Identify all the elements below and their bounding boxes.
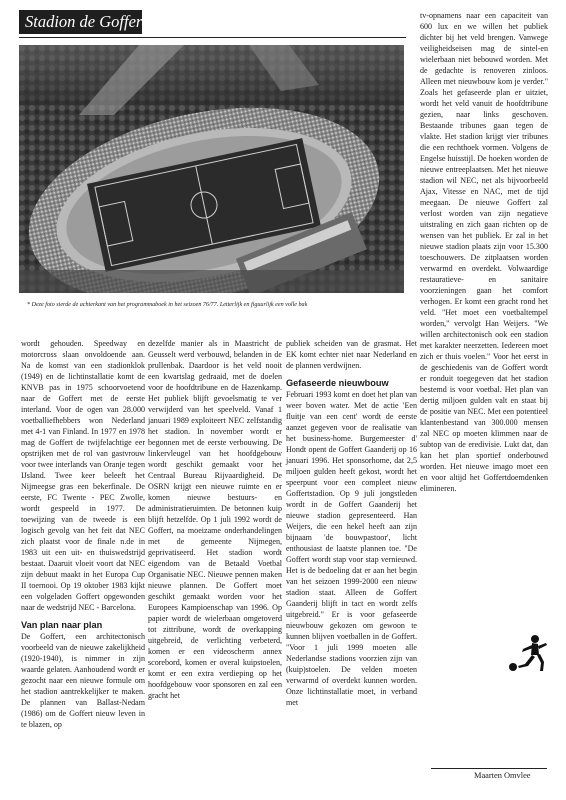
paragraph: publiek scheiden van de grasmat. Het EK komt echter niet naar Nederland en de plannen verdwijnen. (286, 339, 417, 370)
author-rule (431, 768, 547, 769)
paragraph: Februari 1993 komt en doet het plan van weer boven water. Met de actie 'Een fluitje van een cent' wordt de eerste aanzet gegeven voor de realisatie van het business-home. Burgemeester d' Hondt opent de Goffert Gaanderij op 16 januari 1996. Het sponsorhome, dat 2,5 miljoen gulden heeft gekost, wordt het speerpunt voor een compleet nieuw Goffertstadion. Op 9 juli jongstleden wordt in de Goffert Gaanderij het nieuwe stadion gepresenteerd. Han Weijers, die een hekel heeft aan zijn bijnaam 'de bouwpastoor', licht enthousiast de laatste plannen toe. "De Goffert wordt stap voor stap vernieuwd. Het is de bedoeling dat er aan het begin van het seizoen 1999-2000 een nieuw stadion staat. Alleen de Goffert Gaanderij blijft in tact en wordt zelfs uitgebreid." Er is voor gefaseerde nieuwbouw gekozen om gewoon te kunnen blijven voetballen in de Goffert. "Voor 1 juli 1999 moeten alle Nederlandse stadions voorzien zijn van (kuip)stoelen. De velden moeten verwarmd of overdekt kunnen worden. Onze lichtinstallatie moet, in verband met (286, 390, 417, 707)
text-column-2 (148, 338, 282, 701)
section-title: Stadion de Goffert (25, 12, 147, 31)
title-rule (19, 37, 406, 38)
subheading-van-plan-naar-plan: Van plan naar plan (21, 620, 103, 630)
text-column-3 (286, 338, 417, 708)
text-column-4 (420, 10, 548, 494)
paragraph: De Goffert, een architectonisch voorbeeld van de nieuwe zakelijkheid (1920-1940), is nimmer in zijn waarde gelaten. Aanhoudend wordt er gezocht naar een nieuwe formule om het stadion aantrekkelijker te maken. De plannen van Ballast-Nedam (1986) om de Goffert nieuw leven in te blazen, op (21, 632, 145, 729)
paragraph: tv-opnamens naar een capaciteit van 600 lux en we willen het publiek dichter bij het veld brengen. Vanwege veiligheidseisen mag de sintel-en wielerbaan niet bebouwd worden. Met de gedachte is renoveren zinloos. Alleen met nieuwbouw kom je verder." Zoals het gefaseerde plan er uitziet, wordt het veld vanuit de hoofdtribune gezien, naar links geschoven. Bestaande tribunes gaan tegen de vlakte. Het stadion krijgt vier tribunes die een rechthoek vormen. Volgens de Engelse huisstijl. De hoeken worden de nieuwe entreeplaatsen. Met het nieuwe stadion wil NEC, net als bijvoorbeeld Ajax, Vitesse en NAC, met de tijd meegaan. De nieuwe Goffert zal verlost worden van zijn negatieve uitstraling en zich gaan richten op de wensen van het publiek. Er zal in het nieuwe stadion plaats zijn voor 15.300 toeschouwers. De zitplaatsen worden verwarmd en overdekt. Volwaardige restauratieve- en sanitaire voorzieningen gaan het comfort verhogen. Er komt een gracht rond het veld. "Het moet een voetbaltempel worden," vervolgt Han Weijers. "We willen architectonisch ook een stadion met karakter neerzetten. Iedereen moet zich er thuis voelen." Voor het eerst in de geschiedenis van de Goffert wordt er ronduit toegegeven dat het stadion bestemd is voor voetbal. Het plan van dertig miljoen gulden valt en staat bij de positie van NEC. Met een potentieel klantenbestand van 300.000 mensen zal NEC op moeten klimmen naar de subtop van de eredivisie. Lukt dat, dan kan het plan sportief onderbouwd worden. Het nieuwe imago moet een en voor altijd het Goffertdoemdenken elimineren. (420, 11, 548, 493)
football-player-icon (505, 633, 553, 673)
author-name: Maarten Omvlee (474, 771, 531, 780)
stadium-illustration (19, 45, 404, 293)
text-column-1 (21, 338, 145, 730)
subheading-gefaseerde-nieuwbouw: Gefaseerde nieuwbouw (286, 378, 389, 388)
section-title-bar (19, 10, 147, 34)
paragraph: dezelfde manier als in Maastricht de Geusselt werd verbouwd, belanden in de prullenbak. Daardoor is het veld nooit een kwartslag gedraaid, met de doelen voor de hoofdtribune en de Hazenkamp. Het publiek blijft gevoelsmatig te ver verwijderd van het speelveld. Vanaf 1 januari 1989 exploiteert NEC zelfstandig het stadion. In november wordt er begonnen met de eerste verbouwing. De linkervleugel van het hoofdgebouw wordt geschikt gemaakt voor het Centraal Bureau Rijvaardigheid. De OSRN krijgt een nieuwe ruimte en er komen nieuwe bestuurs- en administratieruimten. De betonnen kuip blijft hetzelfde. Op 1 juli 1992 wordt de Goffert, na moeizame onderhandelingen met de gemeente Nijmegen, geprivatiseerd. Het stadion wordt eigendom van de Betaald Voetbal Organisatie NEC. Nieuwe pennen maken nieuwe plannen. De Goffert moet geschikt gemaakt worden voor het Europees Kampioenschap van 1996. Op papier wordt de wielerbaan omgetoverd tot zittribune, wordt de overkapping uitgebreid, de verlichting verbeterd, komen er een videoscherm annex scorebord, komen er overal kuipstoelen, komt er een extra verdieping op het hoofdgebouw voor sponsoren en zal een gracht het (148, 339, 282, 700)
stadium-aerial-photo (19, 45, 404, 293)
paragraph: wordt gehouden. Speedway en motorcross slaan onvoldoende aan. Na de komst van een stadionklok (1949) en de lichtinstallatie komt de KNVB pas in 1975 schoorvoetend naar de Goffert met de eerste interland. Voor de ogen van 28.000 voetballiefhebbers won Nederland met 4-1 van Finland. In 1977 en 1978 mag de Goffert de twijfelachtige eer opstrijken met de rol van gastvrouw voor twee interlands van Oranje tegen IJsland. Twee keer beleeft het Nijmeegse gras een bekerfinale. De eerste, FC Twente - PEC Zwolle, wordt gespeeld in 1977. De toewijzing van de tweede is een logisch gevolg van het feit dat NEC zich plaatst voor de finale n.de in 1983 uit een uit- en thuiswedstrijd bestaat. Daaruit vloeit voort dat NEC zijn debuut maakt in het Europa Cup II toernooi. Op 19 oktober 1983 kijkt een volgeladen Goffert opgewonden naar de wedstrijd NEC - Barcelona. (21, 339, 145, 612)
photo-caption: * Deze foto sierde de achterkant van het programmaboek in het seizoen 76/77. Letterlijk en figuurlijk een volle bak (27, 302, 308, 308)
